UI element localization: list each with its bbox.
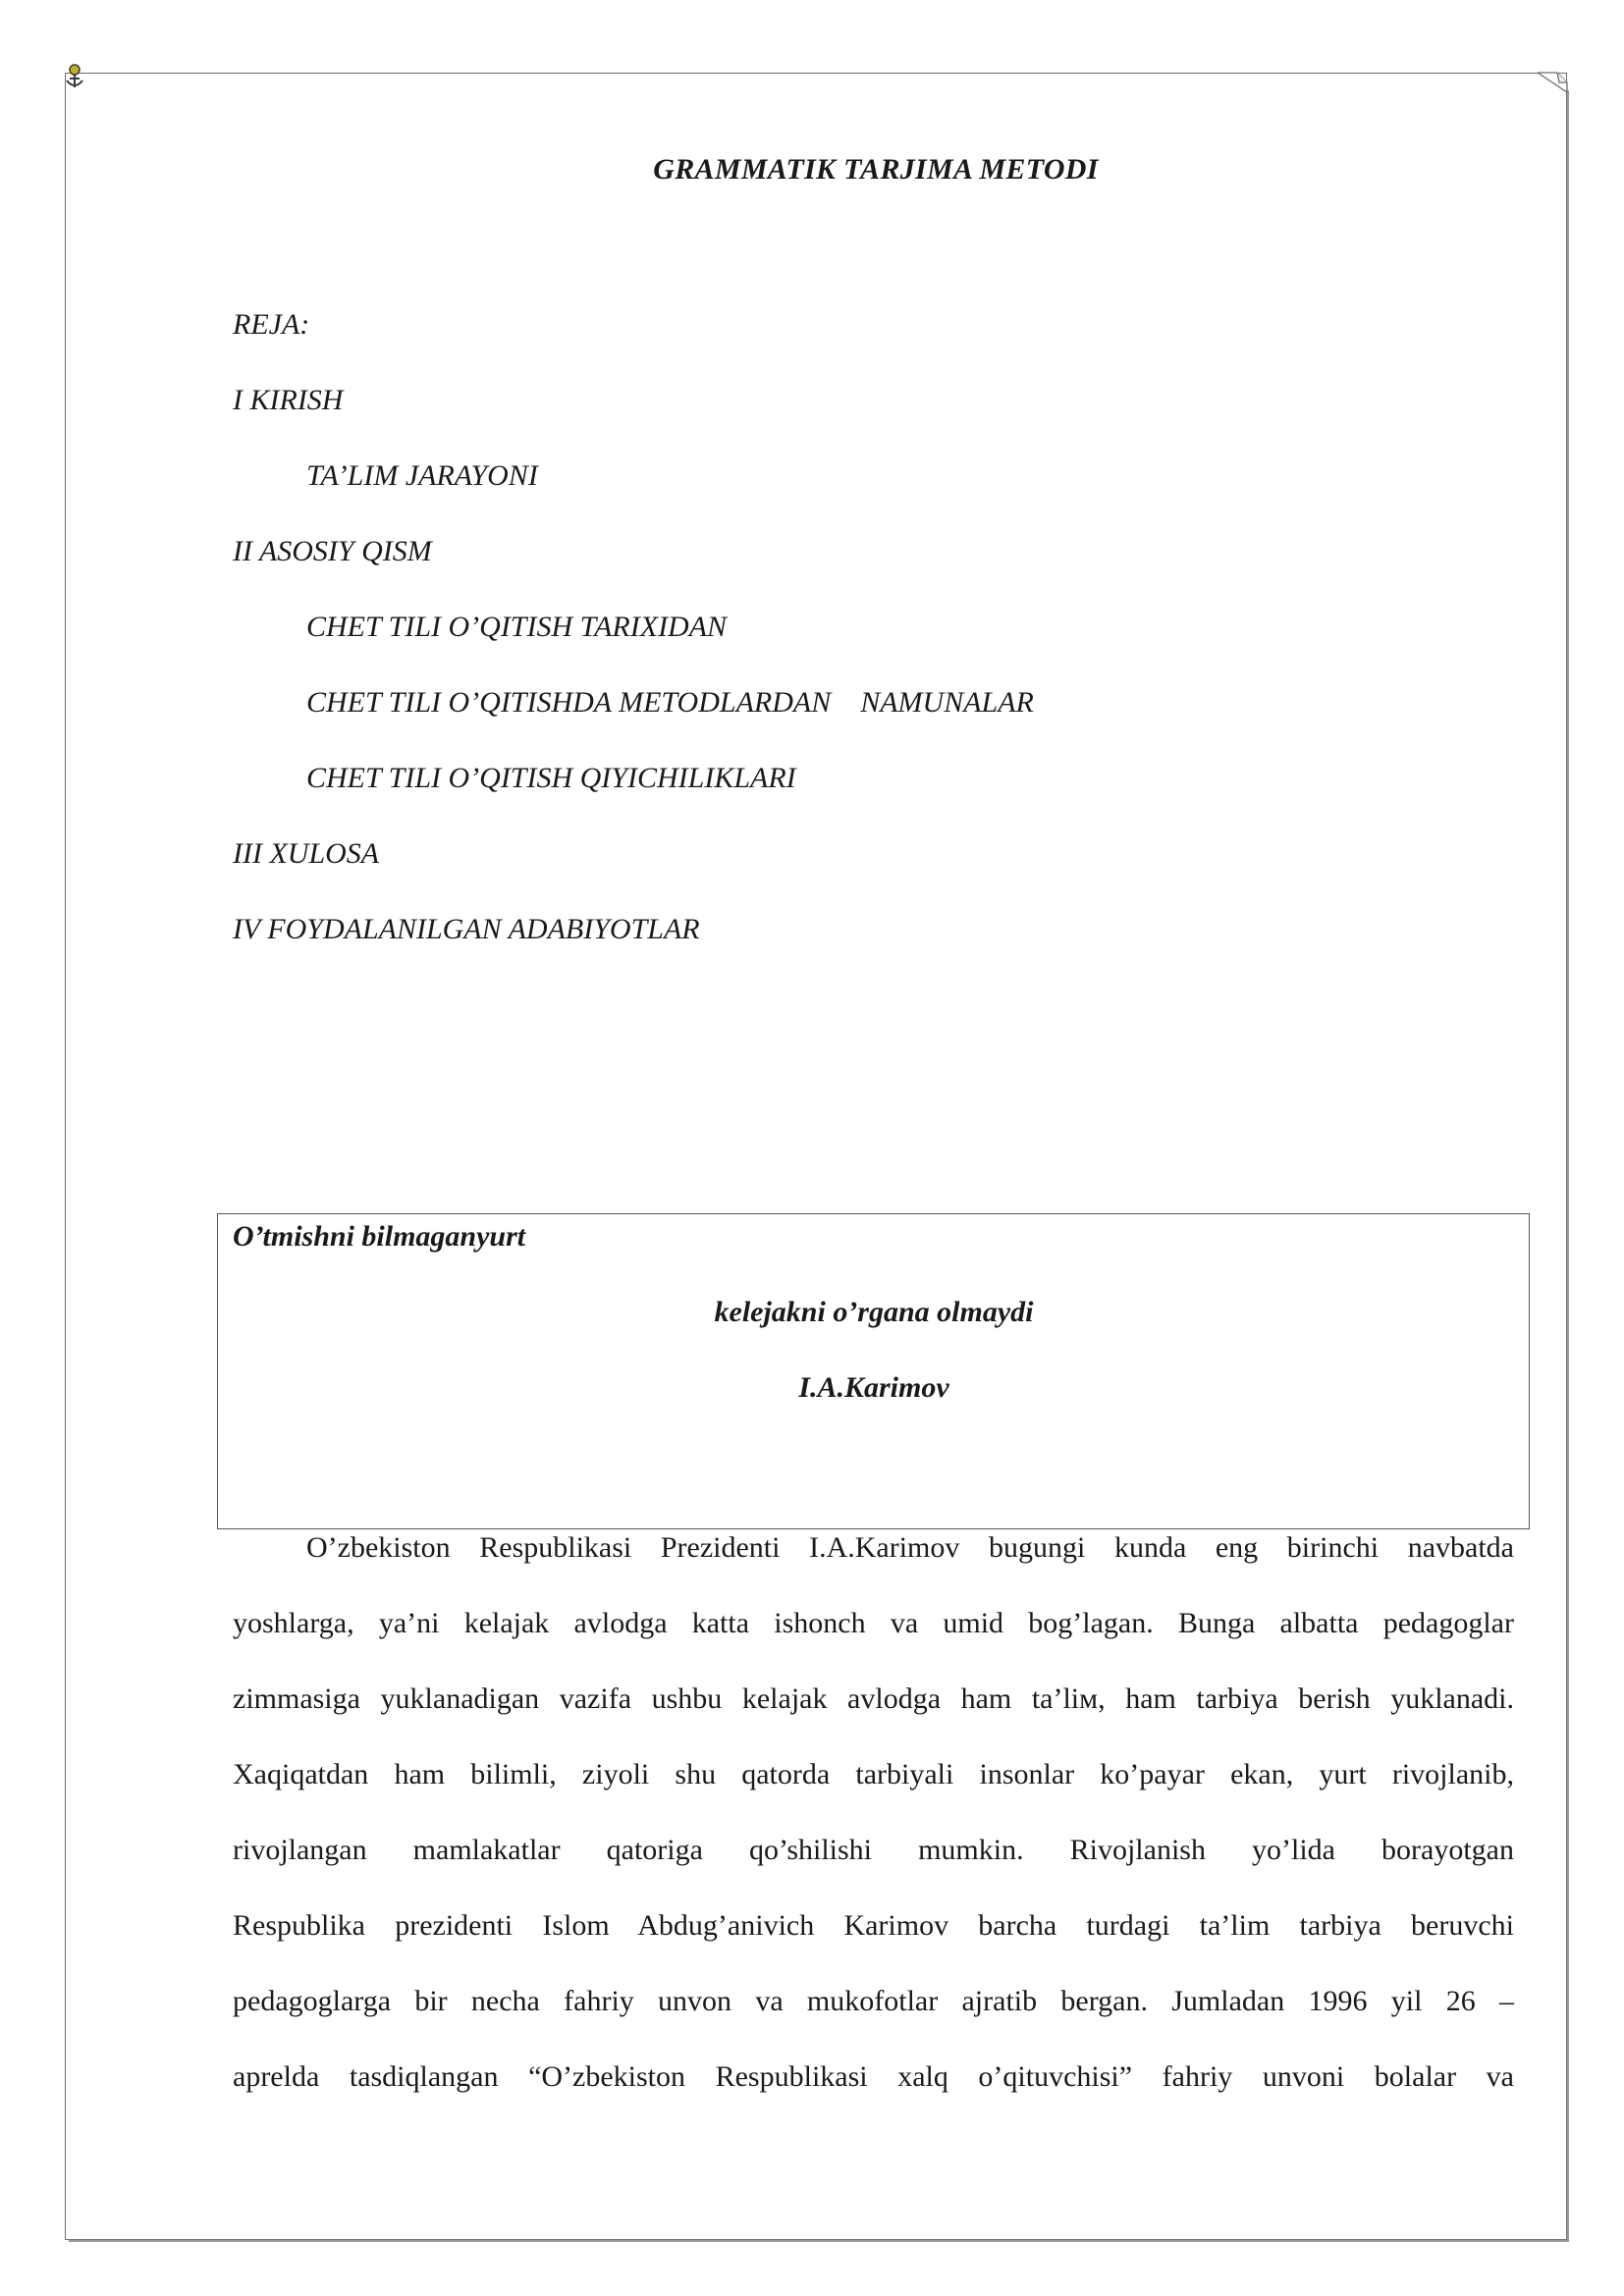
paragraph-line: Xaqiqatdan ham bilimli, ziyoli shu qatorda tarbiyali insonlar ko’payar ekan, yurt rivojlanib, — [233, 1758, 1514, 1790]
page-shadow — [1567, 90, 1569, 2242]
plan-item: TA’LIM JARAYONI — [306, 459, 538, 492]
paragraph-line: O’zbekiston Respublikasi Prezidenti I.A.Karimov bugungi kunda eng birinchi navbatda — [306, 1531, 1514, 1564]
paragraph-line: zimmasiga yuklanadigan vazifa ushbu kelajak avlodga ham ta’liм, ham tarbiya berish yuklanadi. — [233, 1682, 1514, 1715]
plan-item: II ASOSIY QISM — [233, 535, 432, 567]
page-corner-fold-icon — [1538, 71, 1569, 92]
anchor-icon[interactable] — [63, 63, 86, 90]
plan-heading: REJA: — [233, 308, 310, 341]
paragraph-line: pedagoglarga bir necha fahriy unvon va mukofotlar ajratib bergan. Jumladan 1996 yil 26 – — [233, 1985, 1514, 2017]
paragraph-line: yoshlarga, ya’ni kelajak avlodga katta ishonch va umid bog’lagan. Bunga albatta pedagoglar — [233, 1607, 1514, 1639]
plan-item: CHET TILI O’QITISHDA METODLARDAN NAMUNALAR — [306, 686, 1034, 719]
page-shadow — [69, 2240, 1569, 2242]
epigraph-line: O’tmishni bilmaganyurt — [233, 1220, 526, 1253]
paragraph-line: Respublika prezidenti Islom Abdug’anivich Karimov barcha turdagi ta’lim tarbiya beruvchi — [233, 1909, 1514, 1942]
document-title: GRAMMATIK TARJIMA METODI — [653, 153, 1099, 186]
plan-item: IV FOYDALANILGAN ADABIYOTLAR — [233, 913, 700, 945]
plan-item: III XULOSA — [233, 837, 380, 870]
epigraph-author: I.A.Karimov — [798, 1371, 949, 1404]
plan-item: CHET TILI O’QITISH TARIXIDAN — [306, 611, 728, 643]
epigraph-line: kelejakni o’rgana olmaydi — [714, 1296, 1034, 1328]
plan-item: I KIRISH — [233, 384, 344, 416]
plan-item: CHET TILI O’QITISH QIYICHILIKLARI — [306, 762, 796, 794]
paragraph-line: aprelda tasdiqlangan “O’zbekiston Respublikasi xalq o’qituvchisi” fahriy unvoni bolalar va — [233, 2060, 1514, 2093]
paragraph-line: rivojlangan mamlakatlar qatoriga qo’shilishi mumkin. Rivojlanish yo’lida borayotgan — [233, 1834, 1514, 1866]
